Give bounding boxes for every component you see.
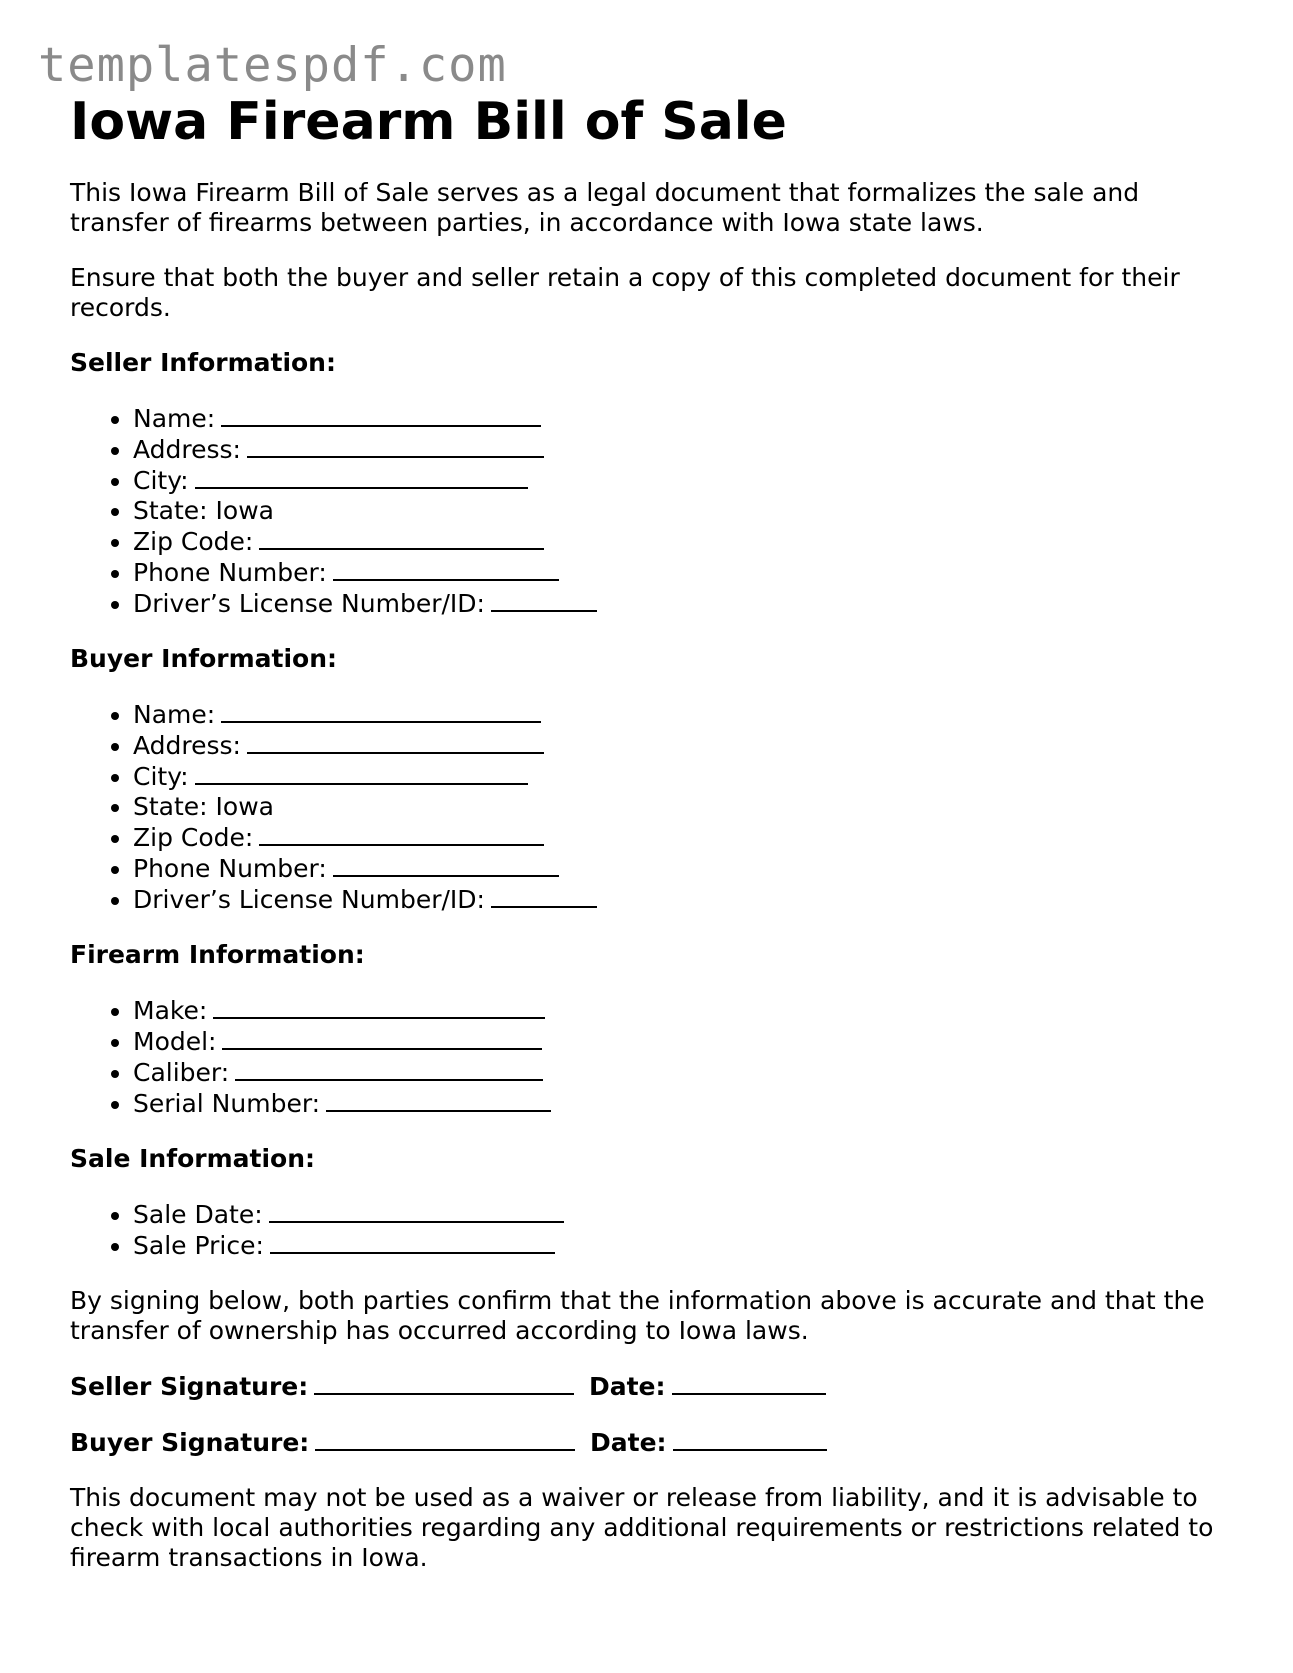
seller-date-blank[interactable]: [672, 1371, 826, 1395]
blank-line: [247, 434, 544, 458]
blank-line: [221, 699, 541, 723]
field-label: Driver’s License Number/ID:: [133, 885, 485, 914]
seller-section-heading: Seller Information:: [70, 348, 336, 377]
blank-line: [269, 1199, 564, 1223]
blank-line: [259, 822, 544, 846]
seller-signature-label: Seller Signature:: [70, 1372, 309, 1401]
seller-address-field[interactable]: [133, 434, 1220, 465]
buyer-phone-field[interactable]: [133, 853, 1220, 884]
seller-phone-field[interactable]: [133, 557, 1220, 588]
confirmation-paragraph: By signing below, both parties confirm that the information above is accurate and that the transfer of ownership has occurred according to Iowa laws.: [70, 1286, 1205, 1345]
blank-line: [195, 761, 528, 785]
firearm-fields-list: [70, 995, 1220, 1119]
blank-line: [333, 853, 559, 877]
watermark: templatespdf.com: [38, 38, 507, 93]
buyer-section-heading: Buyer Information:: [70, 644, 338, 673]
document-title: Iowa Firearm Bill of Sale: [70, 92, 787, 152]
sale-fields-list: [70, 1199, 1220, 1261]
buyer-date-blank[interactable]: [673, 1427, 827, 1451]
firearm-serial-field[interactable]: [133, 1088, 1220, 1119]
firearm-caliber-field[interactable]: [133, 1057, 1220, 1088]
field-label: State: Iowa: [133, 792, 274, 821]
buyer-state-field: [133, 792, 1220, 822]
blank-line: [491, 884, 597, 908]
buyer-city-field[interactable]: [133, 761, 1220, 792]
sale-price-field[interactable]: [133, 1230, 1220, 1261]
buyer-date-label: Date:: [590, 1428, 667, 1457]
blank-line: [235, 1057, 543, 1081]
field-label: Name:: [133, 404, 216, 433]
seller-signature-blank[interactable]: [314, 1371, 574, 1395]
sale-date-field[interactable]: [133, 1199, 1220, 1230]
firearm-model-field[interactable]: [133, 1026, 1220, 1057]
field-label: Address:: [133, 731, 241, 760]
seller-date-label: Date:: [588, 1372, 666, 1401]
blank-line: [247, 730, 544, 754]
seller-city-field[interactable]: [133, 465, 1220, 496]
firearm-make-field[interactable]: [133, 995, 1220, 1026]
field-label: Sale Date:: [133, 1200, 263, 1229]
blank-line: [491, 588, 597, 612]
buyer-signature-row[interactable]: [70, 1427, 1220, 1458]
buyer-zip-field[interactable]: [133, 822, 1220, 853]
blank-line: [270, 1230, 555, 1254]
document-body: [70, 88, 1220, 1573]
buyer-fields-list: [70, 699, 1220, 915]
buyer-license-field[interactable]: [133, 884, 1220, 915]
buyer-name-field[interactable]: [133, 699, 1220, 730]
field-label: Zip Code:: [133, 527, 254, 556]
seller-zip-field[interactable]: [133, 526, 1220, 557]
field-label: Sale Price:: [133, 1231, 264, 1260]
buyer-address-field[interactable]: [133, 730, 1220, 761]
field-label: Name:: [133, 700, 216, 729]
seller-license-field[interactable]: [133, 588, 1220, 619]
retain-copy-paragraph: Ensure that both the buyer and seller retain a copy of this completed document for their records.: [70, 263, 1180, 322]
blank-line: [259, 526, 544, 550]
field-label: State: Iowa: [133, 496, 274, 525]
blank-line: [333, 557, 559, 581]
field-label: Make:: [133, 996, 208, 1025]
blank-line: [222, 1026, 542, 1050]
field-label: Phone Number:: [133, 854, 327, 883]
field-label: Driver’s License Number/ID:: [133, 589, 485, 618]
field-label: Zip Code:: [133, 823, 254, 852]
buyer-signature-label: Buyer Signature:: [70, 1428, 310, 1457]
sale-section-heading: Sale Information:: [70, 1144, 315, 1173]
seller-name-field[interactable]: [133, 403, 1220, 434]
field-label: Serial Number:: [133, 1089, 321, 1118]
intro-paragraph: This Iowa Firearm Bill of Sale serves as a legal document that formalizes the sale and transfer of firearms between parties, in accordance with Iowa state laws.: [70, 178, 1140, 237]
field-label: City:: [133, 762, 189, 791]
blank-line: [221, 403, 541, 427]
buyer-signature-blank[interactable]: [315, 1427, 575, 1451]
blank-line: [195, 465, 528, 489]
blank-line: [213, 995, 545, 1019]
field-label: Address:: [133, 435, 241, 464]
field-label: City:: [133, 466, 189, 495]
firearm-section-heading: Firearm Information:: [70, 940, 365, 969]
seller-state-field: [133, 496, 1220, 526]
field-label: Phone Number:: [133, 558, 327, 587]
seller-signature-row[interactable]: [70, 1371, 1220, 1402]
field-label: Model:: [133, 1027, 217, 1056]
blank-line: [326, 1088, 551, 1112]
field-label: Caliber:: [133, 1058, 230, 1087]
seller-fields-list: [70, 403, 1220, 619]
disclaimer-paragraph: This document may not be used as a waiver or release from liability, and it is advisable to check with local authorities regarding any additional requirements or restrictions related to firearm transactions in Iowa.: [70, 1483, 1214, 1572]
